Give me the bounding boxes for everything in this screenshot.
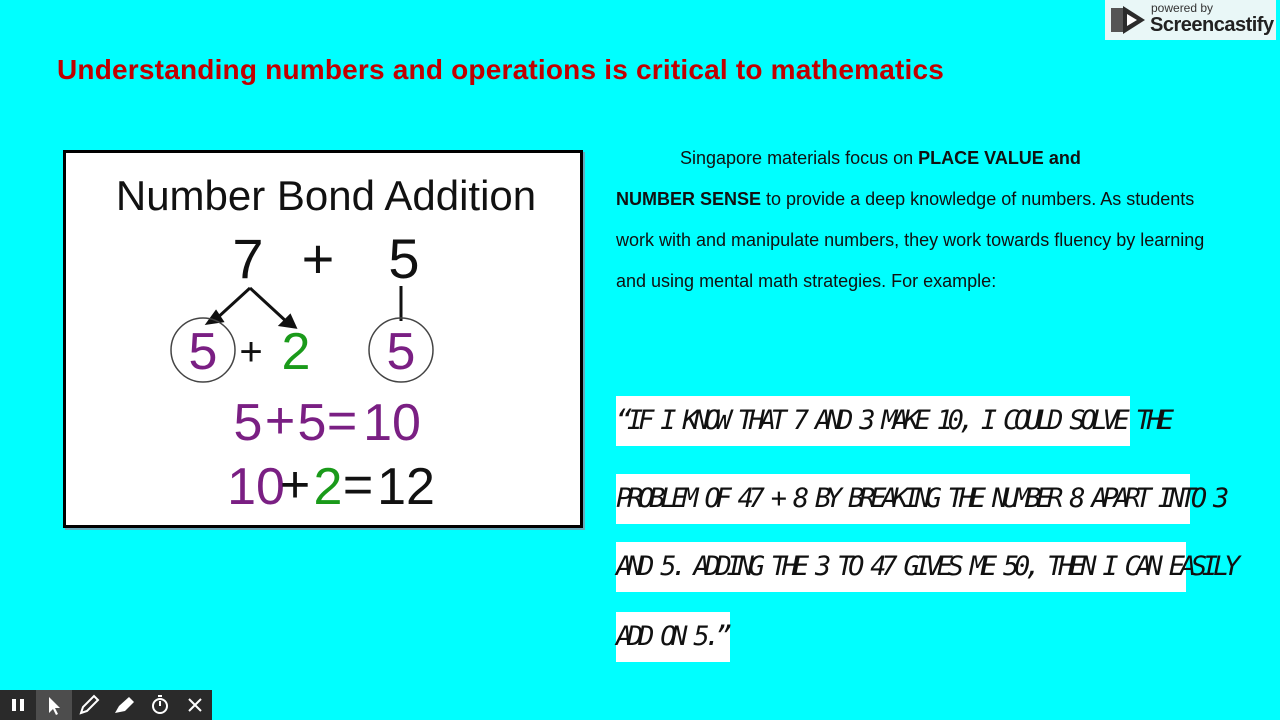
intro-paragraph xyxy=(616,138,1216,302)
quote-line-3: AND 5. ADDING THE 3 TO 47 GIVES ME 50, THEN I CAN EASILY xyxy=(616,542,1186,592)
cursor-button[interactable] xyxy=(36,690,72,720)
eq1-op: + xyxy=(264,392,296,450)
eq1-b: 5 xyxy=(297,394,327,452)
highlighter-button[interactable] xyxy=(106,690,142,720)
right-value: 5 xyxy=(386,323,416,381)
screencastify-badge xyxy=(1105,0,1276,40)
number-bond-card xyxy=(63,150,583,528)
split-a: 5 xyxy=(188,323,218,381)
para-bold-place-value: PLACE VALUE and xyxy=(918,148,1081,168)
eq2-eq: = xyxy=(342,456,374,514)
split-arrows xyxy=(208,286,401,327)
brand-name: Screencastify xyxy=(1150,14,1274,36)
eq2-op: + xyxy=(279,456,311,514)
eq1-eq: = xyxy=(326,392,358,450)
para-post: to provide a deep knowledge of numbers. As students work with and manipulate numbers, they work towards fluency by learning and using mental math strategies. For example: xyxy=(616,189,1205,291)
pause-icon xyxy=(0,690,36,720)
powered-by-text: powered by xyxy=(1151,1,1214,15)
close-button[interactable] xyxy=(177,690,213,720)
eq2-b: 2 xyxy=(313,458,343,516)
para-pre: Singapore materials focus on xyxy=(680,148,919,168)
top-b: 5 xyxy=(388,227,420,290)
slide-title: Understanding numbers and operations is critical to mathematics xyxy=(57,54,945,85)
pen-button[interactable] xyxy=(71,690,107,720)
eq2-a: 10 xyxy=(227,458,285,516)
card-heading: Number Bond Addition xyxy=(115,172,537,219)
highlighter-icon xyxy=(106,690,142,720)
timer-icon xyxy=(142,690,178,720)
screencastify-logo-icon xyxy=(1109,4,1149,36)
eq1-res: 10 xyxy=(363,394,421,452)
quote-line-4: ADD ON 5.” xyxy=(616,612,730,662)
quote-line-1: “IF I KNOW THAT 7 AND 3 MAKE 10, I COULD SOLVE THE xyxy=(616,396,1130,446)
split-b: 2 xyxy=(281,323,311,381)
recording-toolbar xyxy=(0,690,212,720)
number-bond-diagram xyxy=(66,153,580,525)
top-op: + xyxy=(301,227,335,290)
eq2-res: 12 xyxy=(377,458,435,516)
pause-button[interactable] xyxy=(0,690,36,720)
pen-icon xyxy=(71,690,107,720)
timer-button[interactable] xyxy=(142,690,178,720)
para-bold-number-sense: NUMBER SENSE xyxy=(616,189,762,209)
quote-line-2: PROBLEM OF 47 + 8 BY BREAKING THE NUMBER 8 APART INTO 3 xyxy=(616,474,1190,524)
eq1-a: 5 xyxy=(233,394,263,452)
close-icon xyxy=(177,690,213,720)
top-a: 7 xyxy=(232,227,264,290)
split-op: + xyxy=(239,330,263,374)
cursor-icon xyxy=(36,690,72,720)
